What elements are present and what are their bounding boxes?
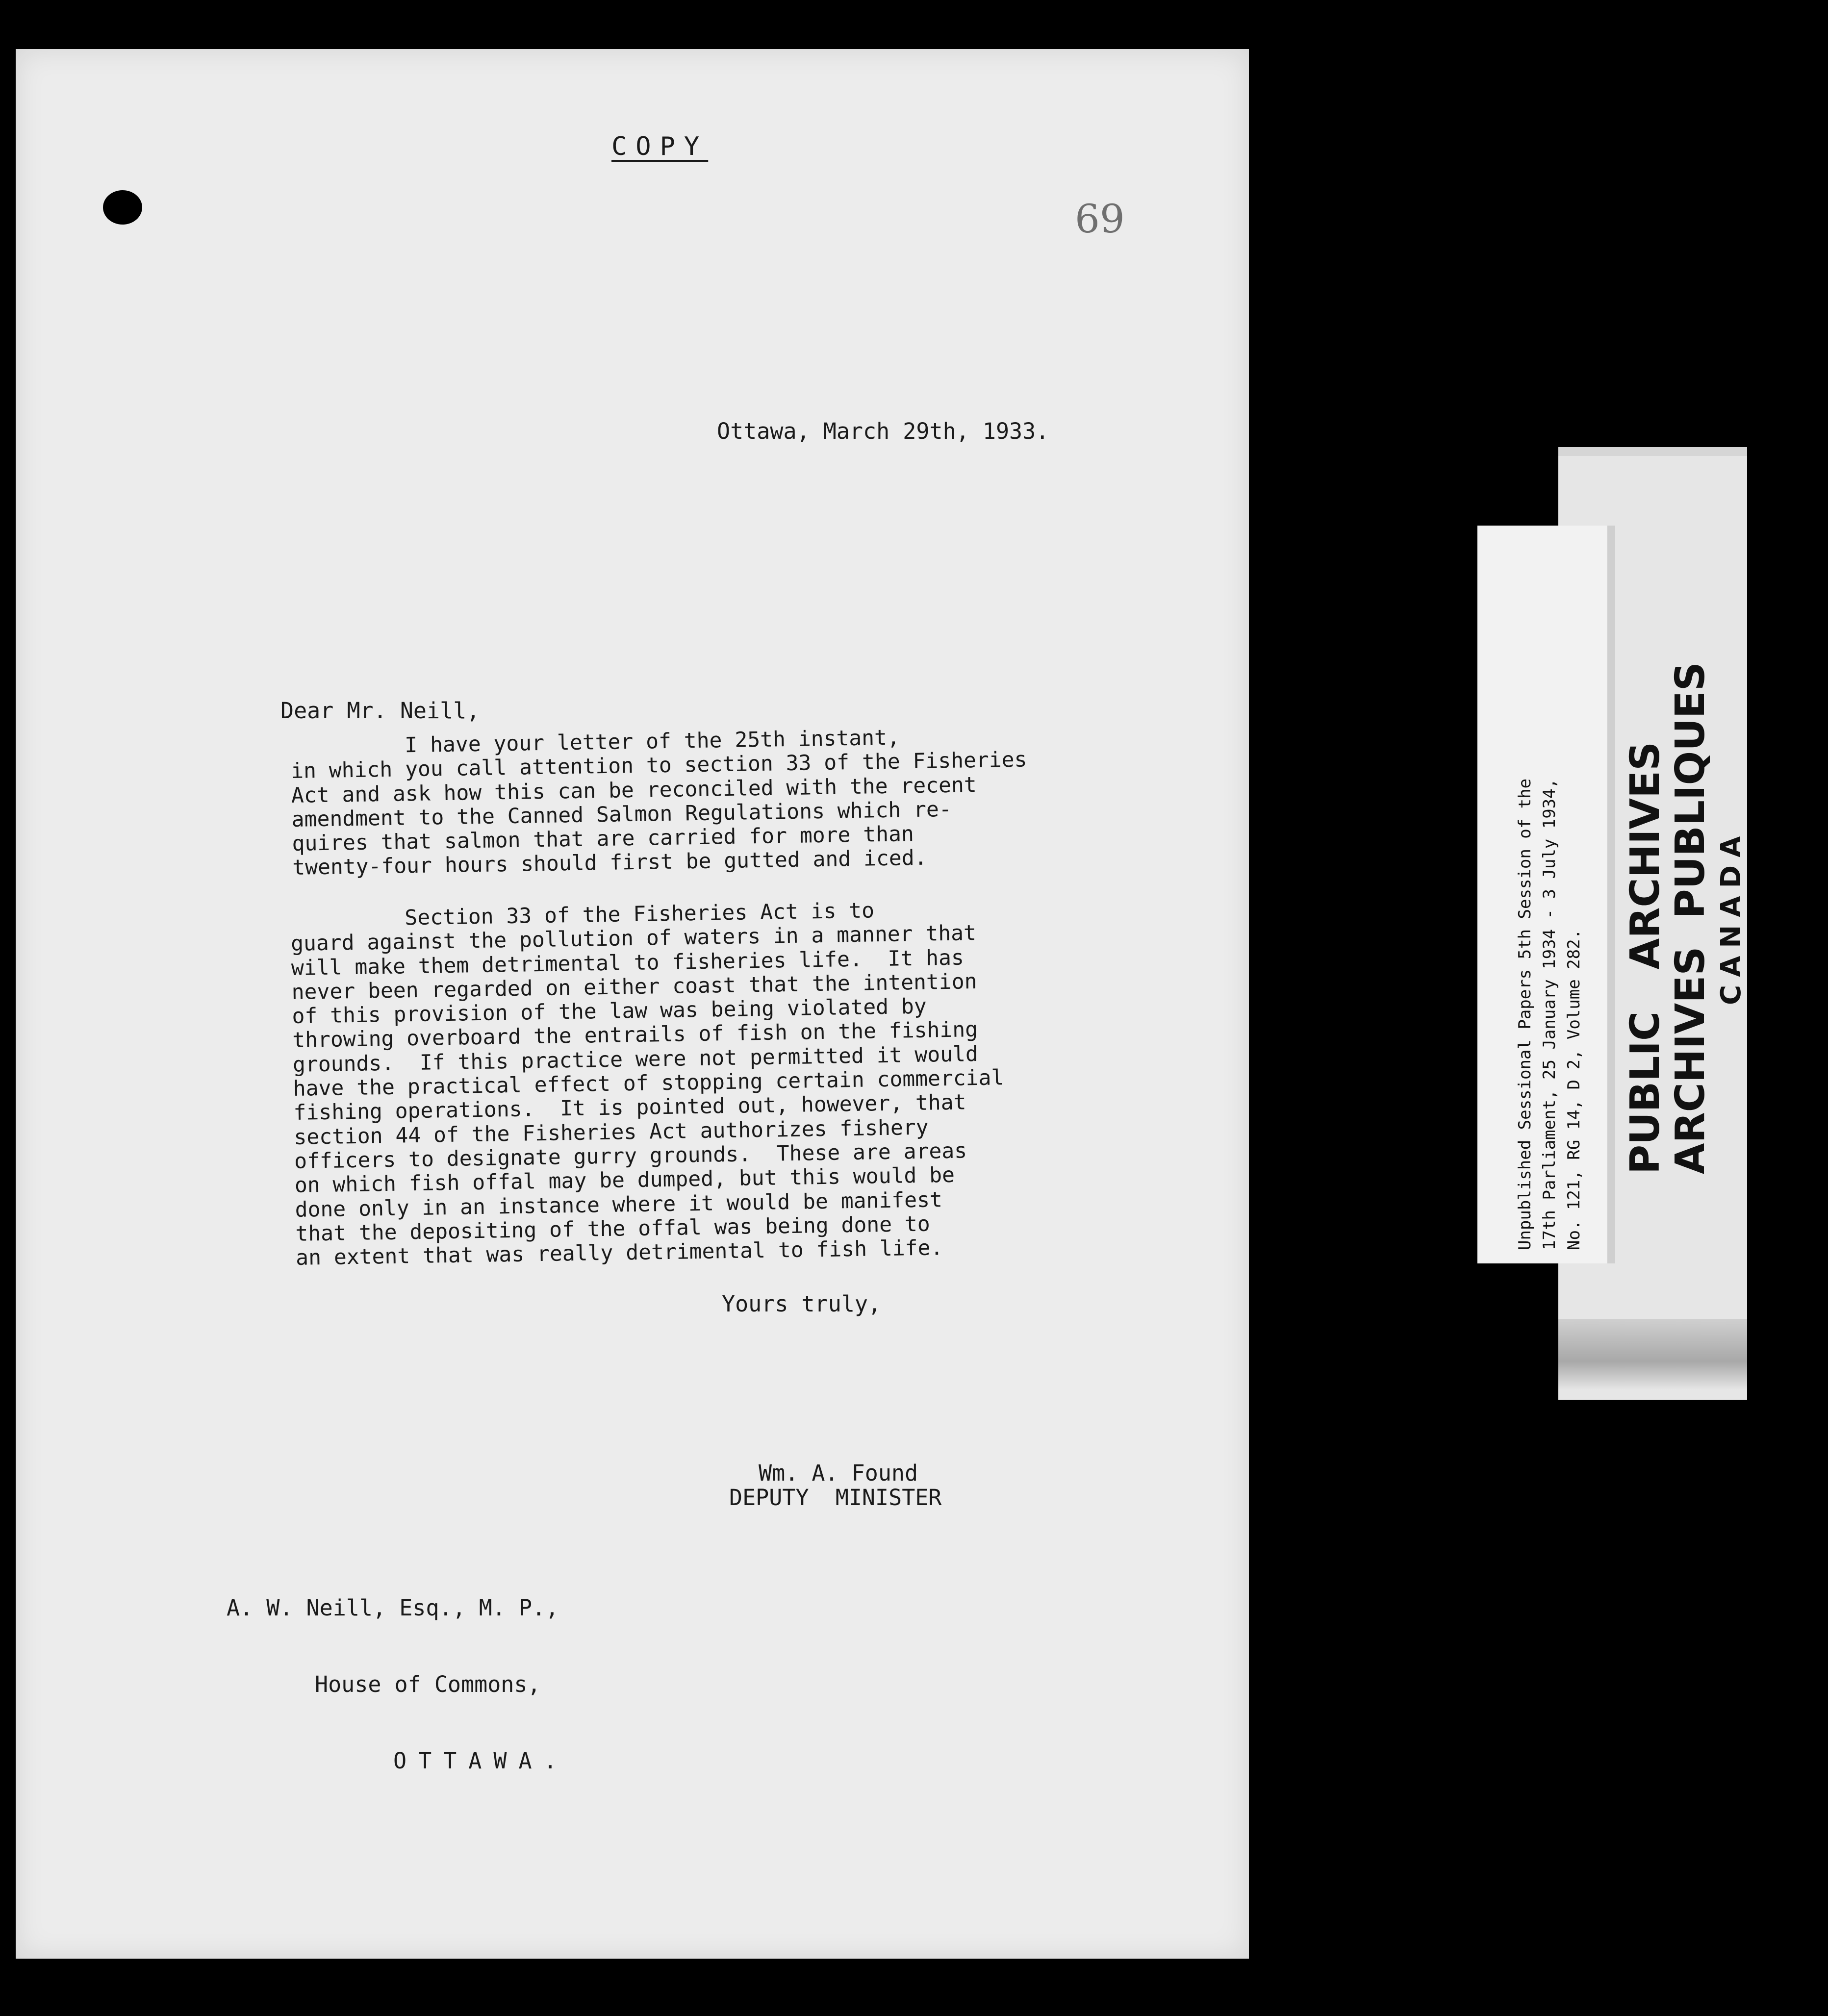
signature-name: Wm. A. Found (759, 1460, 918, 1486)
addressee-name: A. W. Neill, Esq., M. P., (227, 1595, 559, 1621)
punch-hole (103, 190, 142, 225)
addressee-line-3: OTTAWA. (393, 1748, 569, 1774)
salutation: Dear Mr. Neill, (280, 698, 480, 724)
body-paragraph-1: I have your letter of the 25th instant, in which you call attention to section 33 of the Fisheries Act and ask how this can be reconciled with the recent amendment to the Canned Salmon Regulations which re- quires that salmon that are carried for more than twenty-four hours should first be gutted and iced. (290, 725, 1027, 881)
citation-line-1: Unpublished Sessional Papers 5th Session of the (1515, 778, 1535, 1250)
addressee-block (227, 1544, 569, 1825)
archives-stamp (1623, 662, 1713, 1174)
archives-publiques-text: ARCHIVES PUBLIQUES (1667, 662, 1714, 1174)
citation-line-2: 17th Parliament, 25 January 1934 - 3 July 1934, (1540, 778, 1559, 1250)
archives-country-text: CANADA (1715, 828, 1747, 1005)
archive-label-fold (1558, 1319, 1747, 1390)
signature-title: DEPUTY MINISTER (729, 1485, 942, 1511)
body-paragraph-2: Section 33 of the Fisheries Act is to guard against the pollution of waters in a manner that will make them detrimental to fisheries life. It has never been regarded on either coast that the intention of this provision of the law was being violated by throwing overboard the entrails of fish on the fishing grounds. If this practice were not permitted it would have the practical effect of stopping certain commercial fishing operations. It is pointed out, however, that section 44 of the Fisheries Act authorizes fishery officers to designate gurry grounds. These are areas on which fish offal may be dumped, but this would be done only in an instance where it would be manifest that the depositing of the offal was being done to an extent that was really detrimental to fish life. (290, 898, 1004, 1271)
closing: Yours truly, (722, 1291, 882, 1317)
public-archives-text: PUBLIC ARCHIVES (1622, 741, 1669, 1174)
letter-date: Ottawa, March 29th, 1933. (717, 418, 1049, 444)
copy-mark: COPY (611, 132, 709, 161)
citation-text (1513, 779, 1586, 1250)
addressee-line-2: House of Commons, (315, 1671, 541, 1697)
citation-line-3: No. 121, RG 14, D 2, Volume 282. (1564, 929, 1584, 1250)
page-number: 69 (1075, 196, 1125, 242)
letter-page (16, 49, 1249, 1959)
